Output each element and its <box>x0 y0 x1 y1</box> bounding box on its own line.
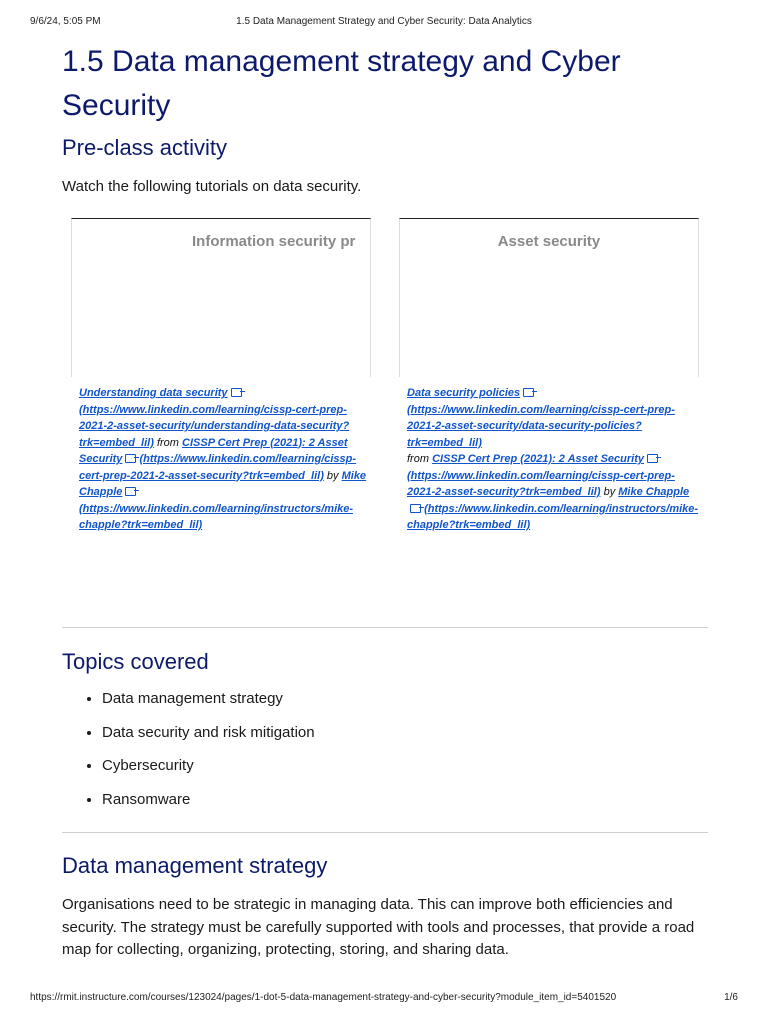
list-item: • Data management strategy <box>102 690 315 708</box>
video-caption-2 <box>399 377 699 534</box>
dms-paragraph: Organisations need to be strategic in managing data. This can improve both efficiencies and security. The strategy must be carefully supported with tools and processes, that provide a road map for collecting, organizing, protecting, storing, and sharing data. <box>62 896 695 958</box>
video-link-1[interactable]: Understanding data security <box>79 387 228 399</box>
page-title: 1.5 Data management strategy and Cyber Security <box>62 45 621 122</box>
pre-class-heading: Pre-class activity <box>62 135 228 160</box>
topics-list <box>62 690 315 824</box>
list-item: • Data security and risk mitigation <box>102 724 315 742</box>
from-text: from <box>407 453 433 465</box>
page-number: 1/6 <box>724 992 738 1003</box>
page-url: https://rmit.instructure.com/courses/123024/pages/1-dot-5-data-management-strategy-and-cyber-security?module_item_id=5401520 <box>30 992 617 1003</box>
video-card-1 <box>71 218 371 534</box>
course-link-2[interactable]: CISSP Cert Prep (2021): 2 Asset Security <box>432 453 645 465</box>
list-item: • Cybersecurity <box>102 757 315 775</box>
video-caption-1 <box>71 377 371 534</box>
author-link-2[interactable]: Mike Chapple <box>618 486 690 498</box>
video-card-2 <box>399 218 699 534</box>
author-link-1[interactable]: Mike Chapple <box>79 469 367 498</box>
main-content <box>62 40 708 128</box>
by-text: by <box>323 469 342 482</box>
dms-heading: Data management strategy <box>62 853 328 878</box>
author-url-1[interactable]: (https://www.linkedin.com/learning/instructors/mike-chapple?trk=embed_lil) <box>79 502 354 531</box>
external-link-icon <box>410 504 421 513</box>
divider <box>62 627 708 628</box>
list-item: • Ransomware <box>102 791 315 809</box>
by-text: by <box>600 486 619 498</box>
video-link-url-2[interactable]: (https://www.linkedin.com/learning/cissp-cert-prep-2021-2-asset-security/data-security-policies?trk=embed_lil) <box>407 403 675 449</box>
print-date: 9/6/24, 5:05 PM <box>30 16 101 27</box>
video-player-1[interactable] <box>71 218 371 377</box>
from-text: from <box>153 436 183 449</box>
video-link-url-1[interactable]: (https://www.linkedin.com/learning/cissp-cert-prep-2021-2-asset-security/understanding-data-security?trk=embed_lil) <box>79 403 350 449</box>
print-footer <box>30 992 738 1006</box>
print-header <box>30 16 738 30</box>
external-link-icon <box>125 487 136 496</box>
external-link-icon <box>523 388 534 397</box>
video-thumb-title-2: Asset security <box>497 233 601 250</box>
course-link-1[interactable]: CISSP Cert Prep (2021): 2 Asset Security <box>79 436 348 465</box>
divider <box>62 832 708 833</box>
print-title: 1.5 Data Management Strategy and Cyber Security: Data Analytics <box>236 16 532 27</box>
video-player-2[interactable] <box>399 218 699 377</box>
intro-text: Watch the following tutorials on data security. <box>62 178 362 195</box>
external-link-icon <box>231 388 242 397</box>
author-url-2[interactable]: (https://www.linkedin.com/learning/instructors/mike-chapple?trk=embed_lil) <box>407 502 699 531</box>
external-link-icon <box>647 454 658 463</box>
video-link-2[interactable]: Data security policies <box>407 387 521 399</box>
course-url-2[interactable]: (https://www.linkedin.com/learning/cissp-cert-prep-2021-2-asset-security?trk=embed_lil) <box>407 469 675 498</box>
course-url-1[interactable]: (https://www.linkedin.com/learning/cissp-cert-prep-2021-2-asset-security?trk=embed_lil) <box>79 453 357 482</box>
external-link-icon <box>125 454 136 463</box>
topics-heading: Topics covered <box>62 649 209 674</box>
video-thumb-title-1: Information security pr <box>192 233 356 250</box>
